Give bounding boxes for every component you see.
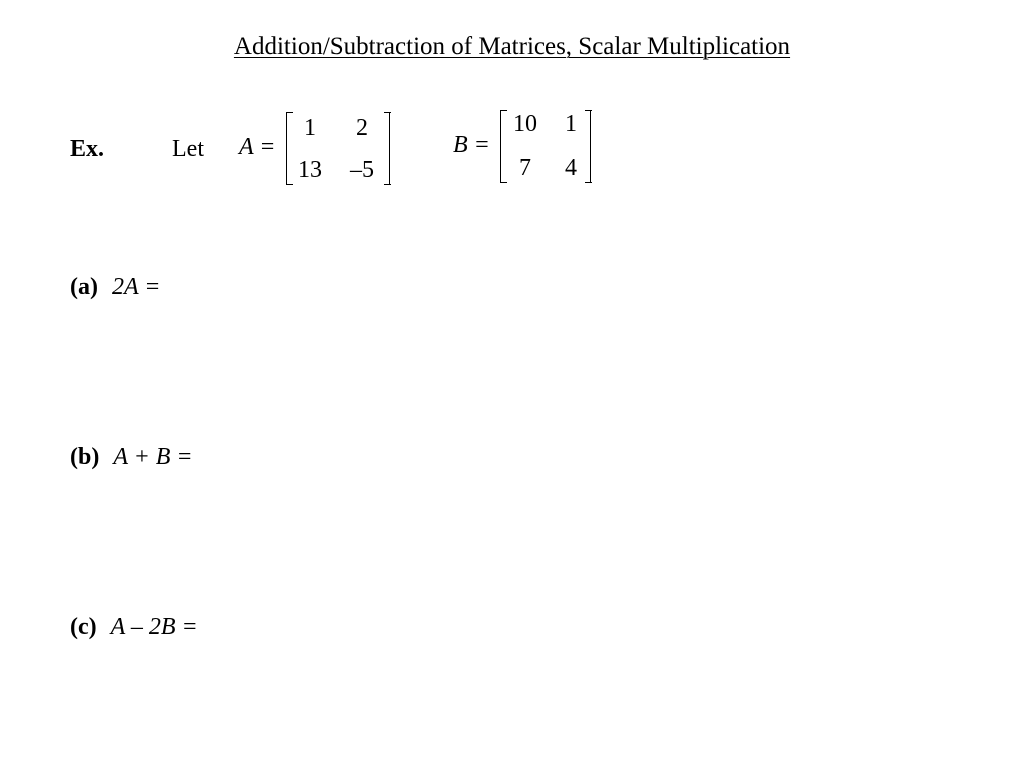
page-title: Addition/Subtraction of Matrices, Scalar Multiplication: [233, 33, 791, 60]
part-expression: 2A =: [111, 274, 161, 300]
matrix-a-cell: 13: [298, 157, 322, 183]
matrix-b-label: B =: [453, 132, 490, 158]
matrix-a-cell: –5: [350, 157, 374, 183]
matrix-b-cell: 7: [519, 155, 531, 181]
part-label: (a): [70, 274, 98, 300]
part-label: (c): [70, 614, 97, 640]
exercise-part-c: [70, 614, 198, 641]
part-expression: A – 2B =: [110, 614, 198, 640]
matrix-b-cell: 4: [565, 155, 577, 181]
matrix-a: [286, 112, 390, 185]
exercise-part-a: [70, 274, 160, 301]
part-label: (b): [70, 444, 100, 470]
matrix-a-cell: 1: [304, 115, 316, 141]
matrix-a-label: A =: [239, 134, 276, 160]
matrix-b-cell: 1: [565, 111, 577, 137]
matrix-b-cell: 10: [513, 111, 537, 137]
matrix-a-cell: 2: [356, 115, 368, 141]
part-expression: A + B =: [113, 444, 193, 470]
exercise-part-b: [70, 444, 193, 471]
example-label: Ex.: [70, 136, 105, 162]
let-word: Let: [172, 136, 204, 162]
matrix-b: [500, 110, 591, 183]
